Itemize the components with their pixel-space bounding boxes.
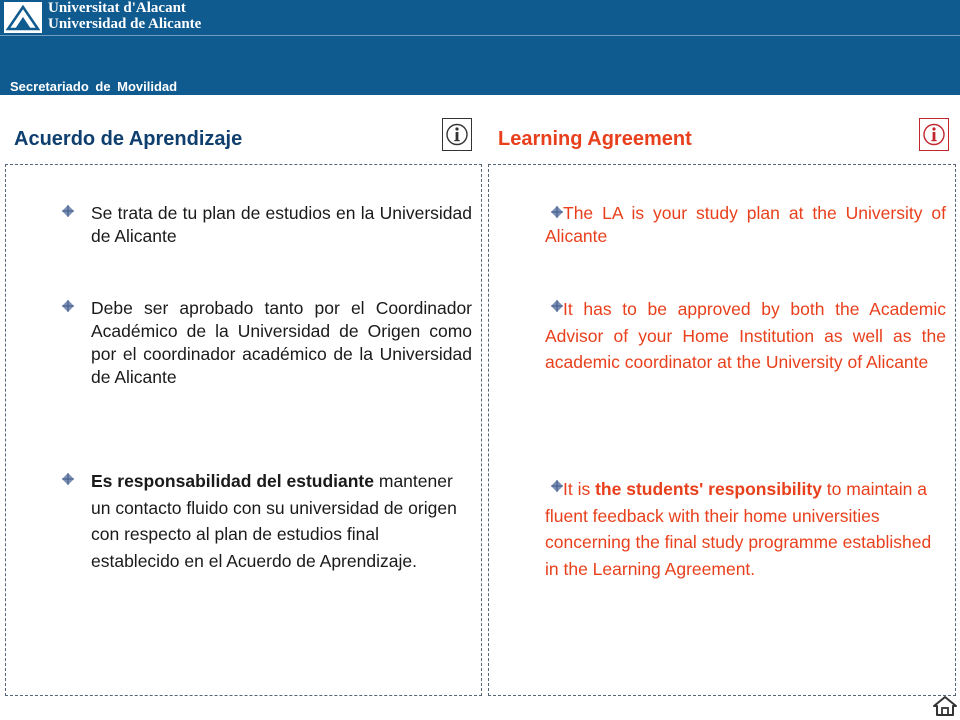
section-label: Secretariado de Movilidad	[10, 79, 178, 94]
item-text: The LA is your study plan at the University of Alicante	[545, 203, 946, 246]
list-item	[545, 476, 946, 582]
info-icon[interactable]	[919, 118, 949, 151]
list-item	[91, 468, 472, 574]
home-icon[interactable]	[932, 695, 958, 717]
list-item	[545, 296, 946, 376]
item-pre-text: It is	[563, 479, 596, 499]
item-bold-text: the students' responsibility	[595, 479, 822, 499]
info-icon[interactable]	[442, 118, 472, 151]
item-text: Debe ser aprobado tanto por el Coordinador Académico de la Universidad de Origen como por el coordinador académico de la Universidad de Alicante	[91, 298, 472, 387]
list-item	[545, 202, 946, 248]
item-text: to maintain a fluent feedback with their home universities concerning the final study programme established in the Learning Agreement.	[545, 479, 932, 579]
header-bar	[0, 0, 960, 95]
bullet-icon	[62, 473, 74, 485]
item-text: mantener un contacto fluido con su universidad de origen con respecto al plan de estudios final establecido en el Acuerdo de Aprendizaje.	[91, 471, 457, 571]
item-text: It has to be approved by both the Academic Advisor of your Home Institution as well as the academic coordinator at the University of Alicante	[545, 299, 946, 372]
right-title: Learning Agreement	[498, 128, 692, 150]
item-bold-text: Es responsabilidad del estudiante	[91, 471, 374, 491]
bullet-icon	[62, 300, 74, 312]
university-logo[interactable]	[4, 2, 42, 33]
list-item	[91, 202, 472, 248]
item-text: Se trata de tu plan de estudios en la Universidad de Alicante	[91, 203, 472, 246]
university-name-valencian: Universitat d'Alacant	[48, 0, 186, 16]
left-title: Acuerdo de Aprendizaje	[14, 128, 243, 150]
bullet-icon	[62, 205, 74, 217]
header-divider	[0, 35, 960, 36]
university-name-spanish: Universidad de Alicante	[48, 16, 202, 32]
list-item	[91, 297, 472, 389]
